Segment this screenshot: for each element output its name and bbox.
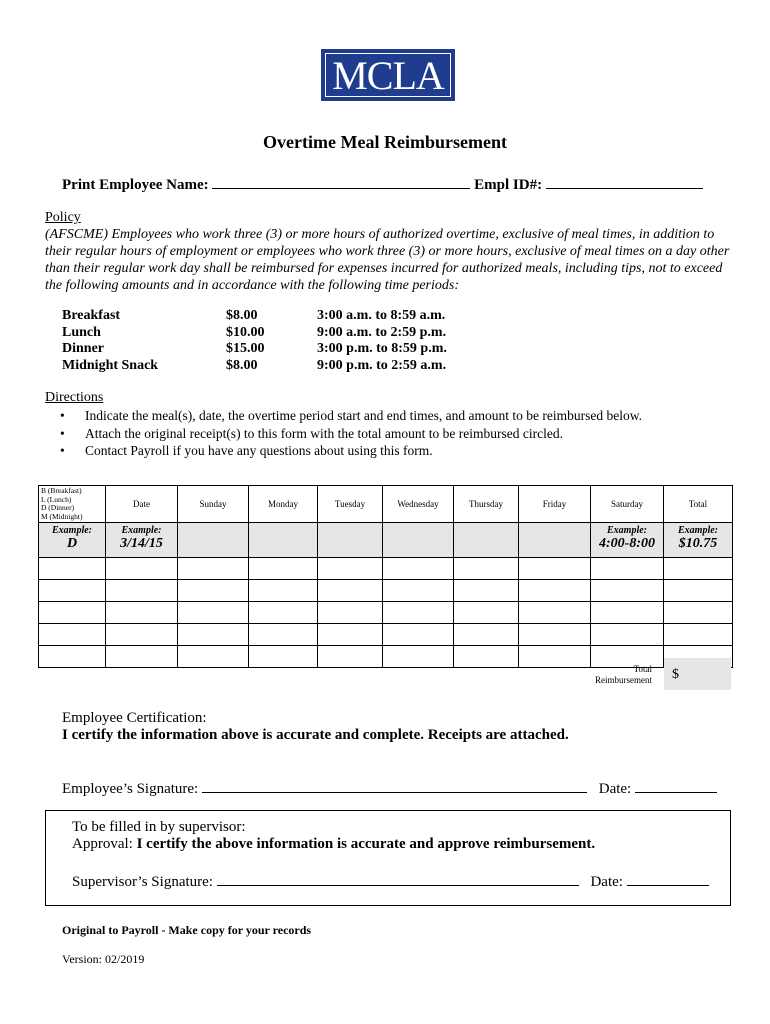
- meal-name: Breakfast: [62, 308, 121, 324]
- meal-name: Dinner: [62, 341, 104, 357]
- supervisor-box: [45, 810, 731, 906]
- header-sunday: Sunday: [178, 486, 249, 523]
- example-saturday-cell: Example: 4:00-8:00: [591, 523, 664, 558]
- meal-name: Midnight Snack: [62, 357, 159, 373]
- total-reimbursement-field[interactable]: $: [664, 658, 731, 690]
- certification-heading: Employee Certification:: [62, 710, 207, 726]
- list-item: • Attach the original receipt(s) to this form with the total amount to be reimbursed circled.: [60, 425, 563, 441]
- header-monday: Monday: [249, 486, 318, 523]
- meal-amount: $10.00: [226, 324, 265, 340]
- supervisor-signature-label: Supervisor’s Signature:: [72, 874, 213, 890]
- header-wednesday: Wednesday: [383, 486, 454, 523]
- table-row: [39, 580, 733, 602]
- employee-name-field[interactable]: [212, 176, 470, 189]
- example-meal-cell: Example: D: [39, 523, 106, 558]
- form-title: Overtime Meal Reimbursement: [263, 132, 507, 152]
- mcla-logo: [321, 49, 455, 101]
- meal-name: Lunch: [62, 324, 101, 340]
- certification-text: I certify the information above is accurate and complete. Receipts are attached.: [62, 727, 569, 743]
- bullet-icon: •: [60, 425, 65, 441]
- example-total-cell: Example: $10.75: [664, 523, 733, 558]
- example-thursday-cell: [454, 523, 519, 558]
- employee-signature-field[interactable]: [202, 780, 587, 793]
- empl-id-label: Empl ID#:: [474, 177, 543, 193]
- header-saturday: Saturday: [591, 486, 664, 523]
- example-wednesday-cell: [383, 523, 454, 558]
- directions-heading: Directions: [45, 390, 104, 405]
- header-tuesday: Tuesday: [318, 486, 383, 523]
- supervisor-signature-row: [72, 873, 709, 891]
- meal-time: 3:00 a.m. to 8:59 a.m.: [317, 308, 446, 324]
- meal-amount: $8.00: [226, 357, 258, 373]
- supervisor-approval: [72, 836, 595, 853]
- meal-time: 9:00 a.m. to 2:59 p.m.: [317, 324, 447, 340]
- supervisor-instruction: To be filled in by supervisor:: [72, 819, 246, 835]
- supervisor-date-field[interactable]: [627, 873, 709, 886]
- meal-log-table: [38, 485, 733, 668]
- table-header-row: [39, 486, 733, 523]
- meal-codes-header: B (Breakfast) L (Lunch) D (Dinner) M (Midnight): [39, 486, 106, 523]
- example-row: [39, 523, 733, 558]
- policy-heading: Policy: [45, 210, 81, 225]
- list-item: • Contact Payroll if you have any questions about using this form.: [60, 443, 433, 458]
- employee-signature-label: Employee’s Signature:: [62, 781, 199, 797]
- meal-row: [62, 325, 447, 342]
- policy-text: (AFSCME) Employees who work three (3) or more hours of authorized overtime, exclusive of meal times, in addition to their regular hours of employment or employees who work three (3) or more hours, exclusive of meal times on a day other than their regular work day shall be reimbursed for expenses incurred for authorized meals, including tips, not to exceed the following amounts and in accordance with the following time periods:: [45, 227, 730, 293]
- directions-list: [60, 407, 642, 460]
- employee-name-label: Print Employee Name:: [62, 177, 209, 193]
- meal-time: 3:00 p.m. to 8:59 p.m.: [317, 341, 447, 357]
- employee-date-field[interactable]: [635, 780, 717, 793]
- employee-date-label: Date:: [598, 781, 632, 797]
- table-row: [39, 624, 733, 646]
- version-label: Version: 02/2019: [62, 952, 145, 966]
- employee-signature-row: [62, 780, 717, 798]
- meal-amount: $8.00: [226, 308, 258, 324]
- supervisor-signature-field[interactable]: [217, 873, 579, 886]
- logo-text: MCLA: [325, 53, 451, 97]
- header-friday: Friday: [519, 486, 591, 523]
- approval-label: Approval:: [72, 836, 133, 852]
- supervisor-date-label: Date:: [590, 874, 623, 890]
- employee-line: [62, 176, 703, 194]
- bullet-icon: •: [60, 443, 65, 458]
- example-date-cell: Example: 3/14/15: [106, 523, 178, 558]
- bullet-icon: •: [60, 408, 65, 423]
- table-row: [39, 558, 733, 580]
- list-item: • Indicate the meal(s), date, the overtime period start and end times, and amount to be reimbursed below.: [60, 408, 642, 423]
- example-friday-cell: [519, 523, 591, 558]
- example-sunday-cell: [178, 523, 249, 558]
- meal-row: [62, 358, 447, 375]
- total-reimbursement-label: Total Reimbursement: [595, 664, 652, 685]
- footer-note: Original to Payroll - Make copy for your records: [62, 923, 312, 937]
- example-monday-cell: [249, 523, 318, 558]
- approval-text: I certify the above information is accurate and approve reimbursement.: [136, 836, 596, 852]
- meal-row: [62, 341, 447, 358]
- meal-time: 9:00 p.m. to 2:59 a.m.: [317, 357, 447, 373]
- meal-row: [62, 308, 447, 325]
- meal-rates-table: [62, 308, 447, 374]
- table-row: [39, 602, 733, 624]
- meal-amount: $15.00: [226, 341, 265, 357]
- example-tuesday-cell: [318, 523, 383, 558]
- header-total: Total: [664, 486, 733, 523]
- header-thursday: Thursday: [454, 486, 519, 523]
- header-date: Date: [106, 486, 178, 523]
- empl-id-field[interactable]: [546, 176, 703, 189]
